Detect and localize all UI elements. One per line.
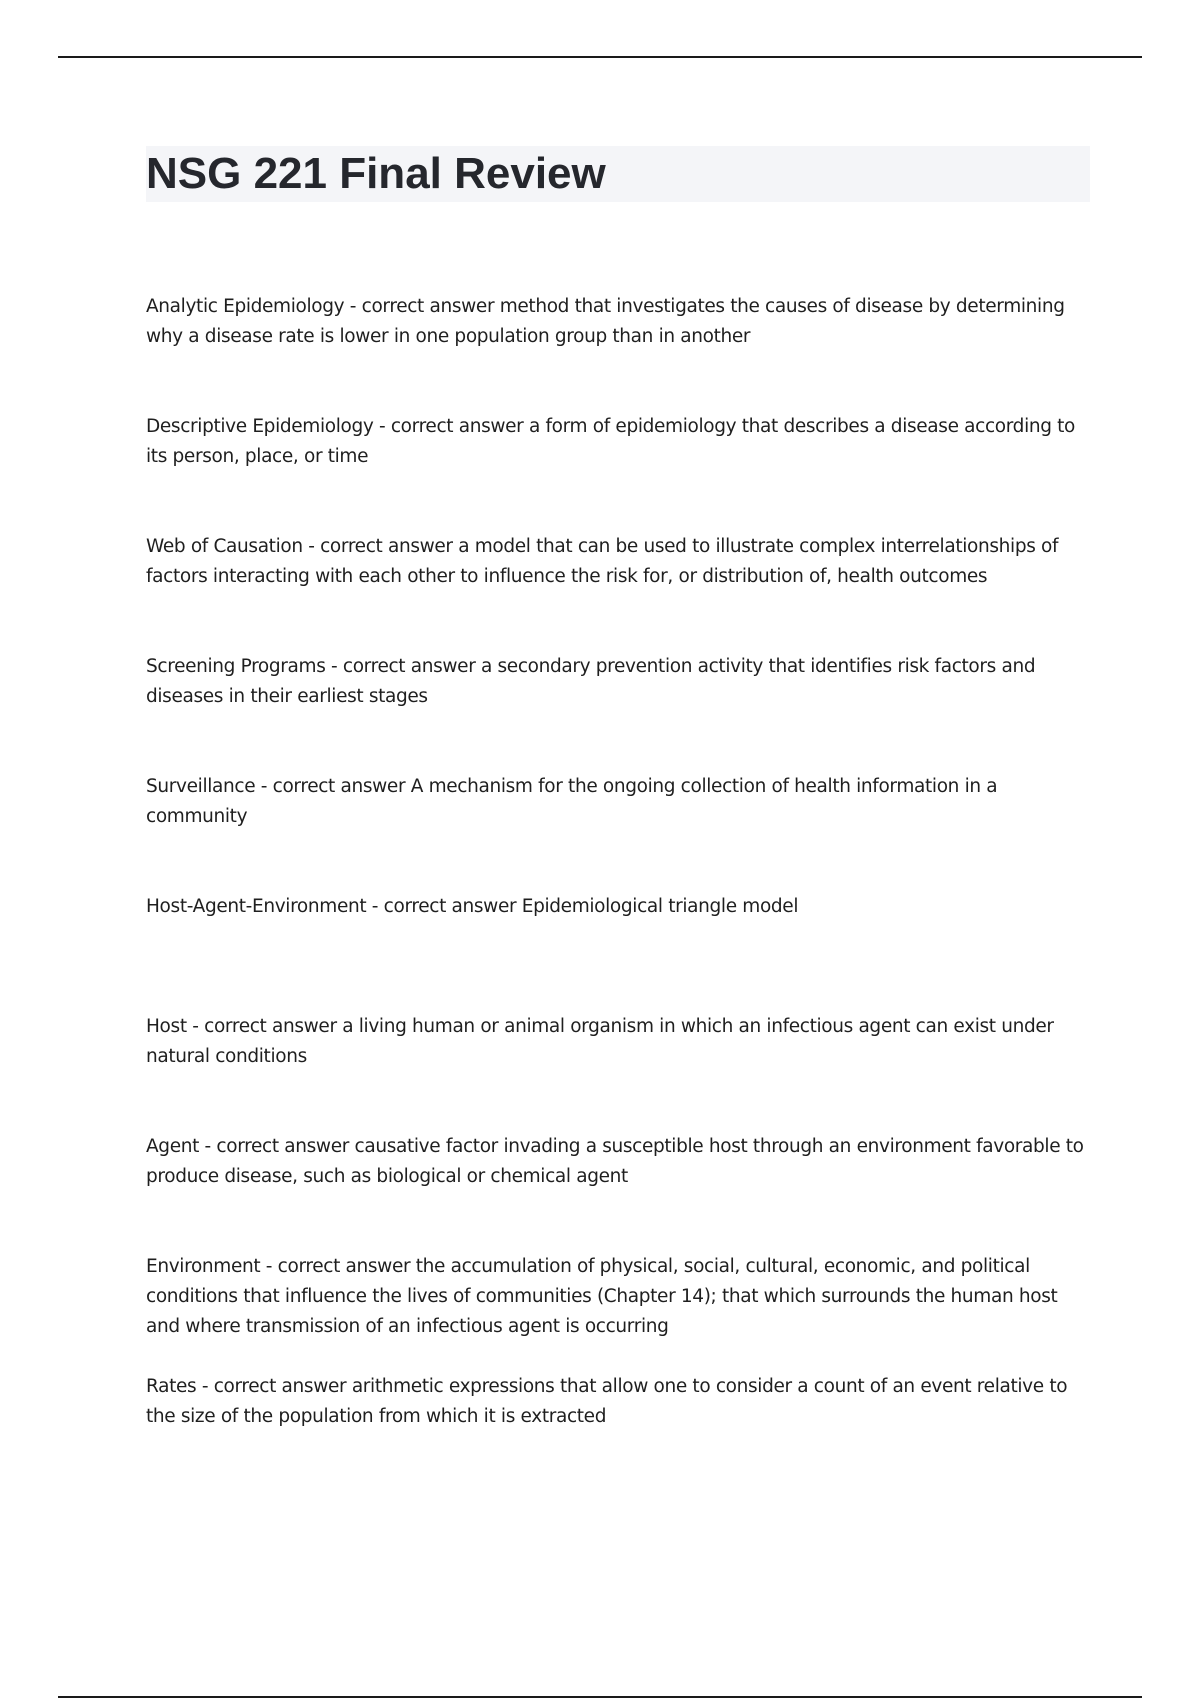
flashcard-list — [146, 292, 1090, 1492]
entry-term: Descriptive Epidemiology — [146, 416, 374, 437]
bottom-rule — [58, 1696, 1142, 1698]
flashcard-entry — [146, 772, 1090, 892]
entry-definition: Epidemiological triangle model — [521, 896, 799, 917]
top-rule — [58, 56, 1142, 58]
flashcard-entry — [146, 532, 1090, 652]
flashcard-entry — [146, 292, 1090, 412]
entry-separator: - correct answer — [199, 1136, 355, 1157]
entry-term: Host — [146, 1016, 187, 1037]
flashcard-entry — [146, 1132, 1090, 1252]
flashcard-entry — [146, 652, 1090, 772]
entry-term: Surveillance — [146, 776, 256, 797]
flashcard-entry — [146, 412, 1090, 532]
entry-definition: a form of epidemiology that describes a disease according to its person, place, or time — [146, 416, 1076, 467]
entry-definition: arithmetic expressions that allow one to consider a count of an event relative to the size of the population from which it is extracted — [146, 1376, 1068, 1427]
entry-term: Rates — [146, 1376, 197, 1397]
flashcard-entry — [146, 1252, 1090, 1372]
entry-definition: A mechanism for the ongoing collection of health information in a community — [146, 776, 998, 827]
entry-definition: a secondary prevention activity that identifies risk factors and diseases in their earliest stages — [146, 656, 1036, 707]
entry-term: Screening Programs — [146, 656, 326, 677]
entry-separator: - correct answer — [196, 1376, 352, 1397]
entry-separator: - correct answer — [260, 1256, 416, 1277]
entry-definition: a living human or animal organism in which an infectious agent can exist under natural conditions — [146, 1016, 1054, 1067]
entry-separator: - correct answer — [373, 416, 529, 437]
entry-term: Analytic Epidemiology — [146, 296, 345, 317]
entry-separator: - correct answer — [186, 1016, 343, 1037]
entry-definition: a model that can be used to illustrate complex interrelationships of factors interacting with each other to influence the risk for, or distribution of, health outcomes — [146, 536, 1059, 587]
entry-definition: method that investigates the causes of disease by determining why a disease rate is lower in one population group than in another — [146, 296, 1065, 347]
entry-definition: causative factor invading a susceptible host through an environment favorable to produce disease, such as biological or chemical agent — [146, 1136, 1084, 1187]
flashcard-entry — [146, 1012, 1090, 1132]
entry-separator: - correct answer — [255, 776, 411, 797]
entry-term: Agent — [146, 1136, 200, 1157]
entry-separator: - correct answer — [344, 296, 500, 317]
entry-definition: the accumulation of physical, social, cultural, economic, and political conditions that influence the lives of communities (Chapter 14); that which surrounds the human host and where transmission of an infectious agent is occurring — [146, 1256, 1058, 1337]
entry-term: Web of Causation — [146, 536, 303, 557]
entry-term: Environment — [146, 1256, 261, 1277]
entry-term: Host-Agent-Environment — [146, 896, 367, 917]
entry-separator: - correct answer — [325, 656, 481, 677]
entry-separator: - correct answer — [366, 896, 522, 917]
entry-separator: - correct answer — [302, 536, 459, 557]
flashcard-entry — [146, 1372, 1090, 1492]
flashcard-entry — [146, 892, 1090, 1012]
page-title: NSG 221 Final Review — [146, 149, 606, 198]
